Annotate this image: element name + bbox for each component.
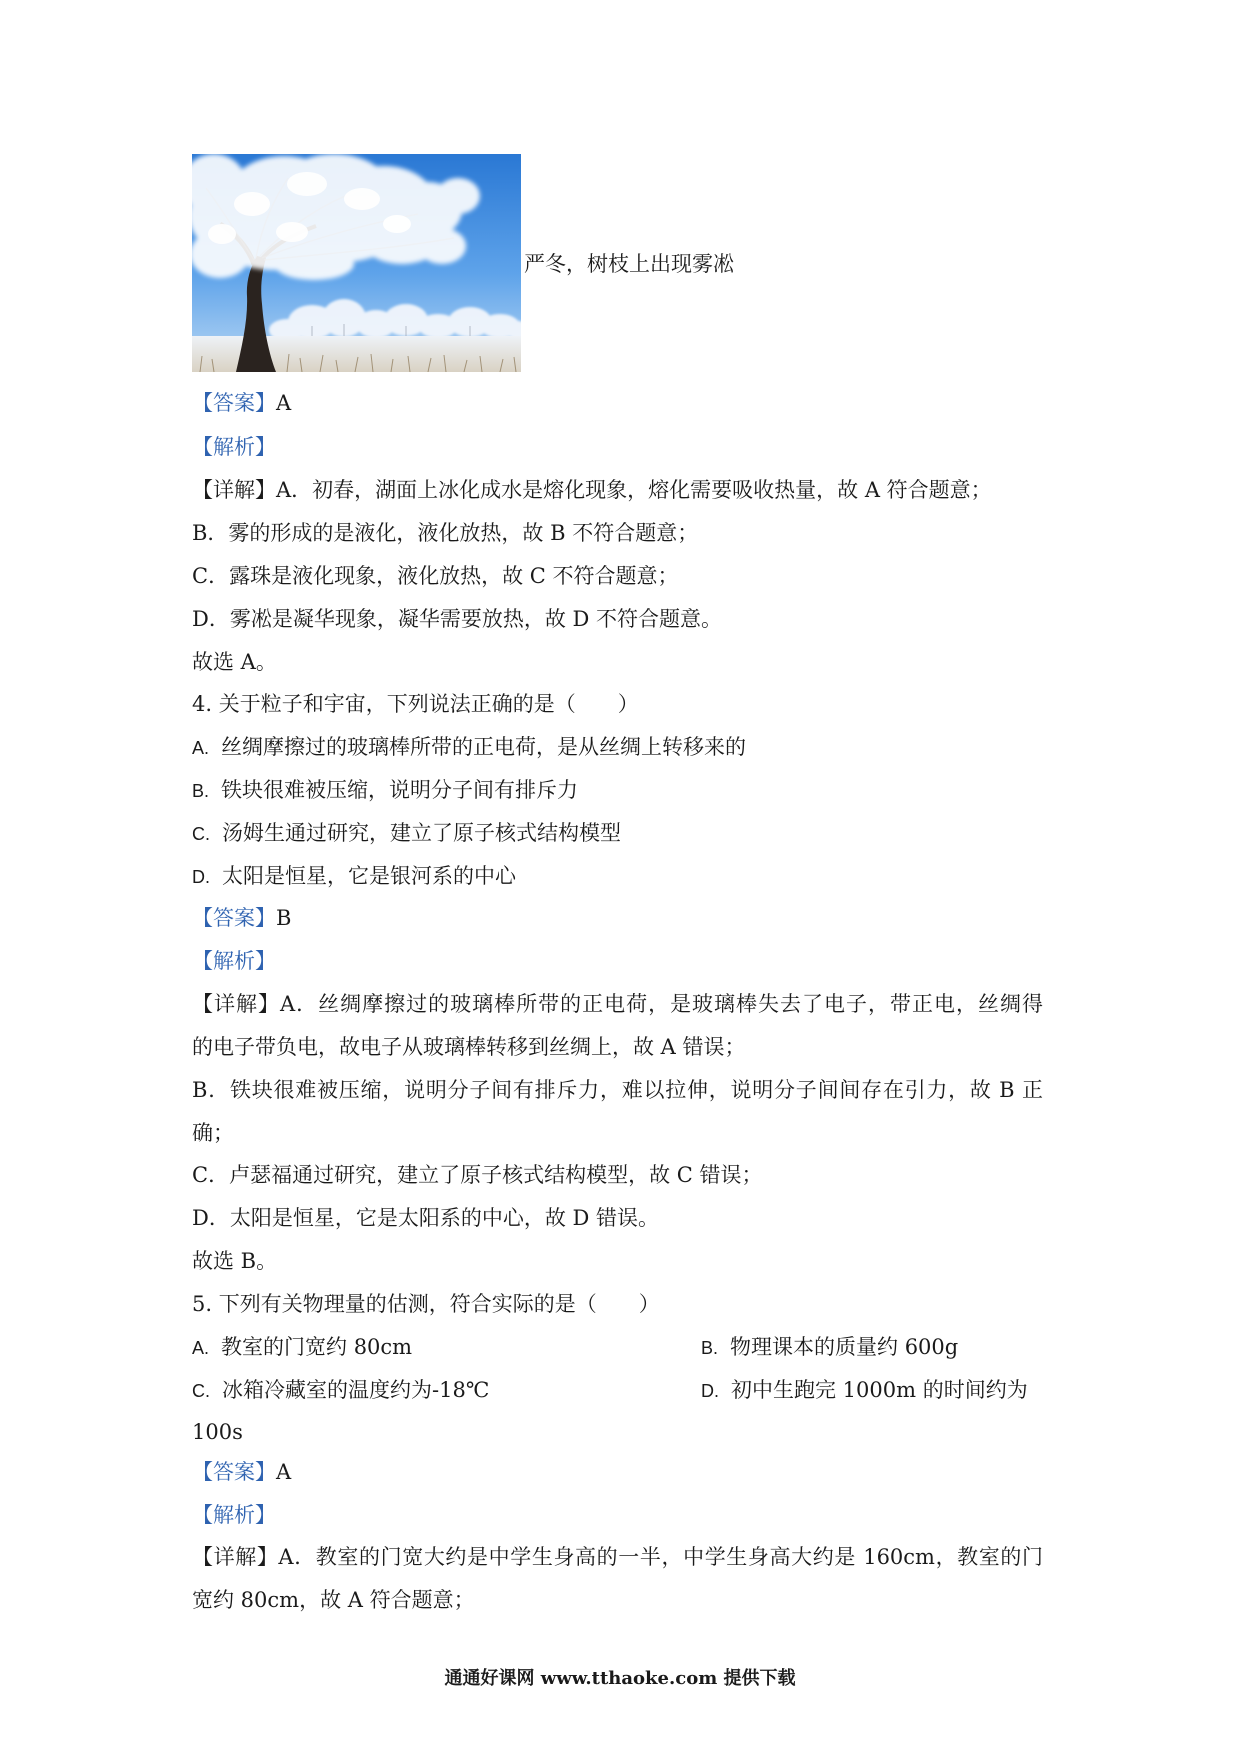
option-text: 汤姆生通过研究，建立了原子核式结构模型 (222, 821, 621, 845)
answer-tag: 【答案】 (192, 1460, 276, 1484)
detail-line (192, 469, 992, 511)
detail-line: 确； (192, 1121, 234, 1145)
option-text: 冰箱冷藏室的温度约为-18℃ (222, 1378, 490, 1402)
option-d-continuation: 100s (192, 1420, 243, 1444)
answer-value: A (276, 391, 292, 415)
detail-text: A．教室的门宽大约是中学生身高的一半，中学生身高大约是 160cm，教室的门 (278, 1545, 1043, 1569)
option-a (192, 1326, 412, 1368)
option-text: 初中生跑完 1000m 的时间约为 (731, 1378, 1028, 1402)
answer-tag: 【答案】 (192, 391, 276, 415)
answer-value: B (276, 906, 292, 930)
option-c (192, 812, 621, 854)
answer-tag: 【答案】 (192, 906, 276, 930)
detail-line: 的电子带负电，故电子从玻璃棒转移到丝绸上，故 A 错误； (192, 1035, 746, 1059)
detail-line: C．露珠是液化现象，液化放热，故 C 不符合题意； (192, 564, 679, 588)
option-a (192, 726, 746, 768)
option-b (192, 769, 578, 811)
option-b (701, 1326, 958, 1368)
analysis-heading: 【解析】 (192, 949, 276, 973)
answer-line (192, 1451, 291, 1493)
option-label: B. (192, 781, 210, 801)
detail-text: A．初春，湖面上冰化成水是熔化现象，熔化需要吸收热量，故 A 符合题意； (276, 478, 992, 502)
option-c (192, 1369, 489, 1411)
option-text: 铁块很难被压缩，说明分子间有排斥力 (221, 778, 579, 802)
detail-line: B．铁块很难被压缩，说明分子间有排斥力，难以拉伸，说明分子间间存在引力，故 B 正 (192, 1078, 1043, 1102)
option-label: C. (192, 1381, 210, 1401)
question-stem: 5. 下列有关物理量的估测，符合实际的是（ ） (192, 1292, 660, 1316)
option-d (701, 1369, 1028, 1411)
option-text: 太阳是恒星，它是银河系的中心 (222, 864, 516, 888)
answer-value: A (276, 1460, 292, 1484)
detail-line (192, 1536, 1043, 1578)
conclusion-line: 故选 B。 (192, 1249, 278, 1273)
answer-line (192, 382, 291, 424)
detail-line: B．雾的形成的是液化，液化放热，故 B 不符合题意； (192, 521, 699, 545)
option-text: 丝绸摩擦过的玻璃棒所带的正电荷，是从丝绸上转移来的 (221, 735, 747, 759)
option-label: D. (192, 867, 210, 887)
option-label: A. (192, 1338, 210, 1358)
detail-line: D．雾凇是凝华现象，凝华需要放热，故 D 不符合题意。 (192, 607, 723, 631)
detail-line: C．卢瑟福通过研究，建立了原子核式结构模型，故 C 错误； (192, 1163, 763, 1187)
page-footer: 通通好课网 www.tthaoke.com 提供下载 (444, 1668, 796, 1689)
analysis-heading: 【解析】 (192, 435, 276, 459)
option-label: C. (192, 824, 210, 844)
rime-tree-photo (192, 154, 521, 372)
detail-text: A．丝绸摩擦过的玻璃棒所带的正电荷，是玻璃棒失去了电子，带正电，丝绸得 (279, 992, 1043, 1016)
option-label: B. (701, 1338, 719, 1358)
option-label: A. (192, 738, 210, 758)
detail-line: D．太阳是恒星，它是太阳系的中心，故 D 错误。 (192, 1206, 660, 1230)
detail-tag: 【详解】 (192, 992, 280, 1016)
detail-line: 宽约 80cm，故 A 符合题意； (192, 1588, 475, 1612)
answer-line (192, 897, 291, 939)
photo-caption: 严冬，树枝上出现雾凇 (524, 252, 734, 276)
option-d (192, 855, 516, 897)
option-text: 教室的门宽约 80cm (221, 1335, 413, 1359)
detail-line (192, 983, 1043, 1025)
detail-tag: 【详解】 (192, 478, 276, 502)
question-stem: 4. 关于粒子和宇宙，下列说法正确的是（ ） (192, 692, 639, 716)
detail-tag: 【详解】 (192, 1545, 279, 1569)
analysis-heading: 【解析】 (192, 1503, 276, 1527)
conclusion-line: 故选 A。 (192, 650, 277, 674)
option-label: D. (701, 1381, 719, 1401)
option-text: 物理课本的质量约 600g (730, 1335, 959, 1359)
